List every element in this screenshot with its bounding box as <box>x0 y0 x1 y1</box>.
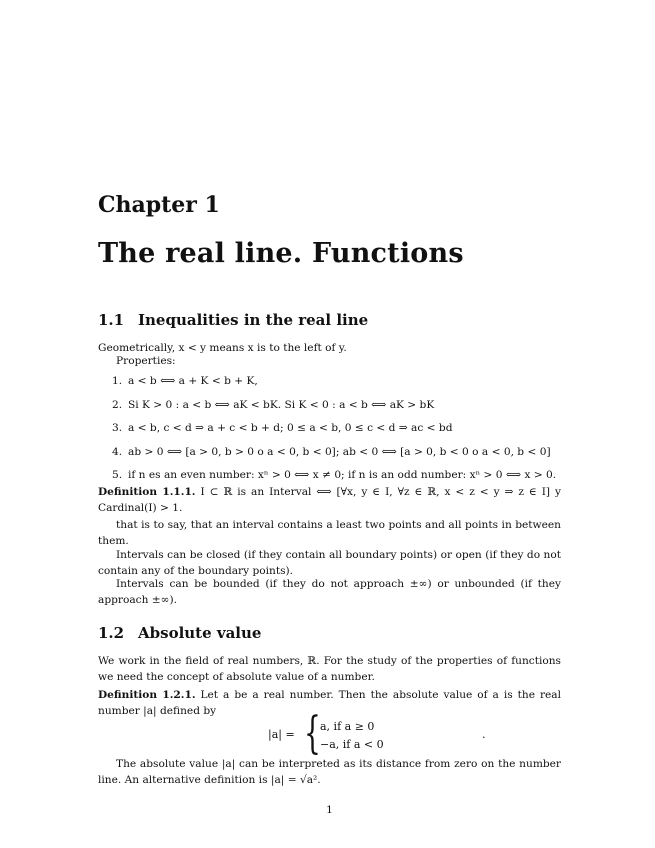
definition-1-1-1 <box>98 485 561 516</box>
paragraph-bounded: Intervals can be bounded (if they do not approach ±∞) or unbounded (if they approach ±∞). <box>98 578 561 606</box>
paragraph-real-numbers: We work in the field of real numbers, ℝ. For the study of the properties of functions we need the concept of absolute value of a number. <box>98 655 561 683</box>
chapter-label: Chapter 1 <box>98 192 220 218</box>
page-number: 1 <box>326 804 333 816</box>
section-heading-2 <box>98 624 261 642</box>
properties-list <box>98 374 556 492</box>
equation-case-2: −a, if a < 0 <box>320 738 384 751</box>
definition-head: Definition 1.1.1. <box>98 486 196 498</box>
intro-text: Geometrically, x < y means x is to the left of y. <box>98 342 347 354</box>
list-item: 2. Si K > 0 : a < b ⟺ aK < bK. Si K < 0 : a < b ⟺ aK > bK <box>112 398 435 411</box>
left-brace-icon: { <box>304 708 321 759</box>
definition-text: I ⊂ ℝ is an Interval ⟺ [∀x, y ∈ I, ∀z ∈ ℝ, x < z < y ⇒ z ∈ I] y Cardinal(I) > 1. <box>98 486 561 514</box>
properties-label: Properties: <box>116 355 176 367</box>
section-number: 1.2 <box>98 624 125 642</box>
list-item: 3. a < b, c < d ⇒ a + c < b + d; 0 ≤ a < b, 0 ≤ c < d ⇒ ac < bd <box>112 422 453 434</box>
list-item: 1. a < b ⟺ a + K < b + K, <box>112 375 258 387</box>
equation-cases <box>320 718 384 754</box>
section-heading-1 <box>98 311 368 329</box>
paragraph-distance: The absolute value |a| can be interpreted as its distance from zero on the number line. An alternative definition is |a| = √a². <box>98 758 561 786</box>
list-item: 5. if n es an even number: xⁿ > 0 ⟺ x ≠ 0; if n is an odd number: xⁿ > 0 ⟺ x > 0. <box>112 469 557 481</box>
definition-head: Definition 1.2.1. <box>98 689 196 701</box>
section-number: 1.1 <box>98 311 125 329</box>
equation-case-1: a, if a ≥ 0 <box>320 720 375 733</box>
section-title: Inequalities in the real line <box>138 311 369 329</box>
chapter-title: The real line. Functions <box>98 238 464 269</box>
document-page <box>98 0 561 848</box>
equation-lhs: |a| = <box>268 728 295 741</box>
section-title: Absolute value <box>138 624 262 642</box>
paragraph-interval-meaning: that is to say, that an interval contains a least two points and all points in between them. <box>98 519 561 547</box>
definition-text: Let a be a real number. Then the absolute value of a is the real number |a| defined by <box>98 689 561 717</box>
list-item: 4. ab > 0 ⟺ [a > 0, b > 0 o a < 0, b < 0]; ab < 0 ⟺ [a > 0, b < 0 o a < 0, b < 0] <box>112 445 551 458</box>
definition-1-2-1 <box>98 688 561 719</box>
equation-end: . <box>482 728 486 741</box>
paragraph-closed-open: Intervals can be closed (if they contain all boundary points) or open (if they do not contain any of the boundary points). <box>98 549 561 577</box>
